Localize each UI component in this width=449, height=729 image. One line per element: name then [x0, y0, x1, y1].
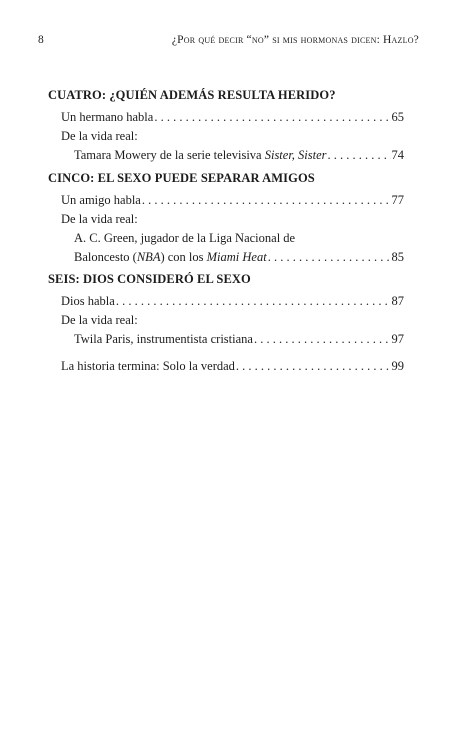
entry-title-italic: Sister, Sister — [264, 148, 327, 162]
entry-title-italic: Miami Heat — [206, 250, 267, 264]
toc-closing — [48, 357, 404, 376]
page-number: 8 — [38, 34, 44, 46]
dot-leader — [328, 146, 391, 165]
entry-title-line: A. C. Green, jugador de la Liga Nacional de — [74, 231, 296, 245]
toc-entry — [48, 146, 404, 165]
running-title: ¿Por qué decir “no” si mis hormonas dicen: Hazlo? — [171, 34, 419, 46]
entry-page: 97 — [391, 332, 404, 346]
chapter-heading: SEIS: DIOS CONSIDERÓ EL SEXO — [48, 272, 251, 286]
dot-leader — [268, 248, 391, 267]
dot-leader — [154, 108, 390, 127]
toc-section-cuatro — [48, 86, 404, 165]
toc-entry — [48, 357, 404, 376]
entry-title: Un amigo habla — [61, 193, 141, 207]
entry-title: Twila Paris, instrumentista cristiana — [74, 332, 253, 346]
toc-section-seis — [48, 270, 404, 349]
dot-leader — [236, 357, 391, 376]
entry-title-part: Baloncesto ( — [74, 250, 137, 264]
toc-entry — [48, 292, 404, 311]
entry-page: 85 — [391, 250, 404, 264]
sub-label: De la vida real: — [61, 129, 138, 143]
sub-label: De la vida real: — [61, 313, 138, 327]
entry-title-part: Tamara Mowery de la serie televisiva — [74, 148, 265, 162]
entry-page: 99 — [391, 359, 404, 373]
entry-page: 65 — [391, 110, 404, 124]
entry-title: Un hermano habla — [61, 110, 154, 124]
entry-title-part: ) con los — [160, 250, 207, 264]
toc-entry — [48, 191, 404, 210]
entry-page: 87 — [391, 294, 404, 308]
toc-entry — [48, 248, 404, 267]
entry-title: Dios habla — [61, 294, 115, 308]
entry-title — [74, 248, 267, 267]
toc-entry — [48, 108, 404, 127]
entry-title-italic: NBA — [136, 250, 161, 264]
toc-entry — [48, 330, 404, 349]
toc-section-cinco — [48, 169, 404, 267]
chapter-heading: CUATRO: ¿QUIÉN ADEMÁS RESULTA HERIDO? — [48, 88, 336, 102]
sub-label: De la vida real: — [61, 212, 138, 226]
chapter-heading: CINCO: EL SEXO PUEDE SEPARAR AMIGOS — [48, 171, 315, 185]
entry-title: La historia termina: Solo la verdad — [61, 359, 235, 373]
entry-page: 74 — [391, 148, 404, 162]
dot-leader — [254, 330, 391, 349]
entry-title — [74, 146, 327, 165]
dot-leader — [142, 191, 391, 210]
dot-leader — [116, 292, 391, 311]
entry-page: 77 — [391, 193, 404, 207]
